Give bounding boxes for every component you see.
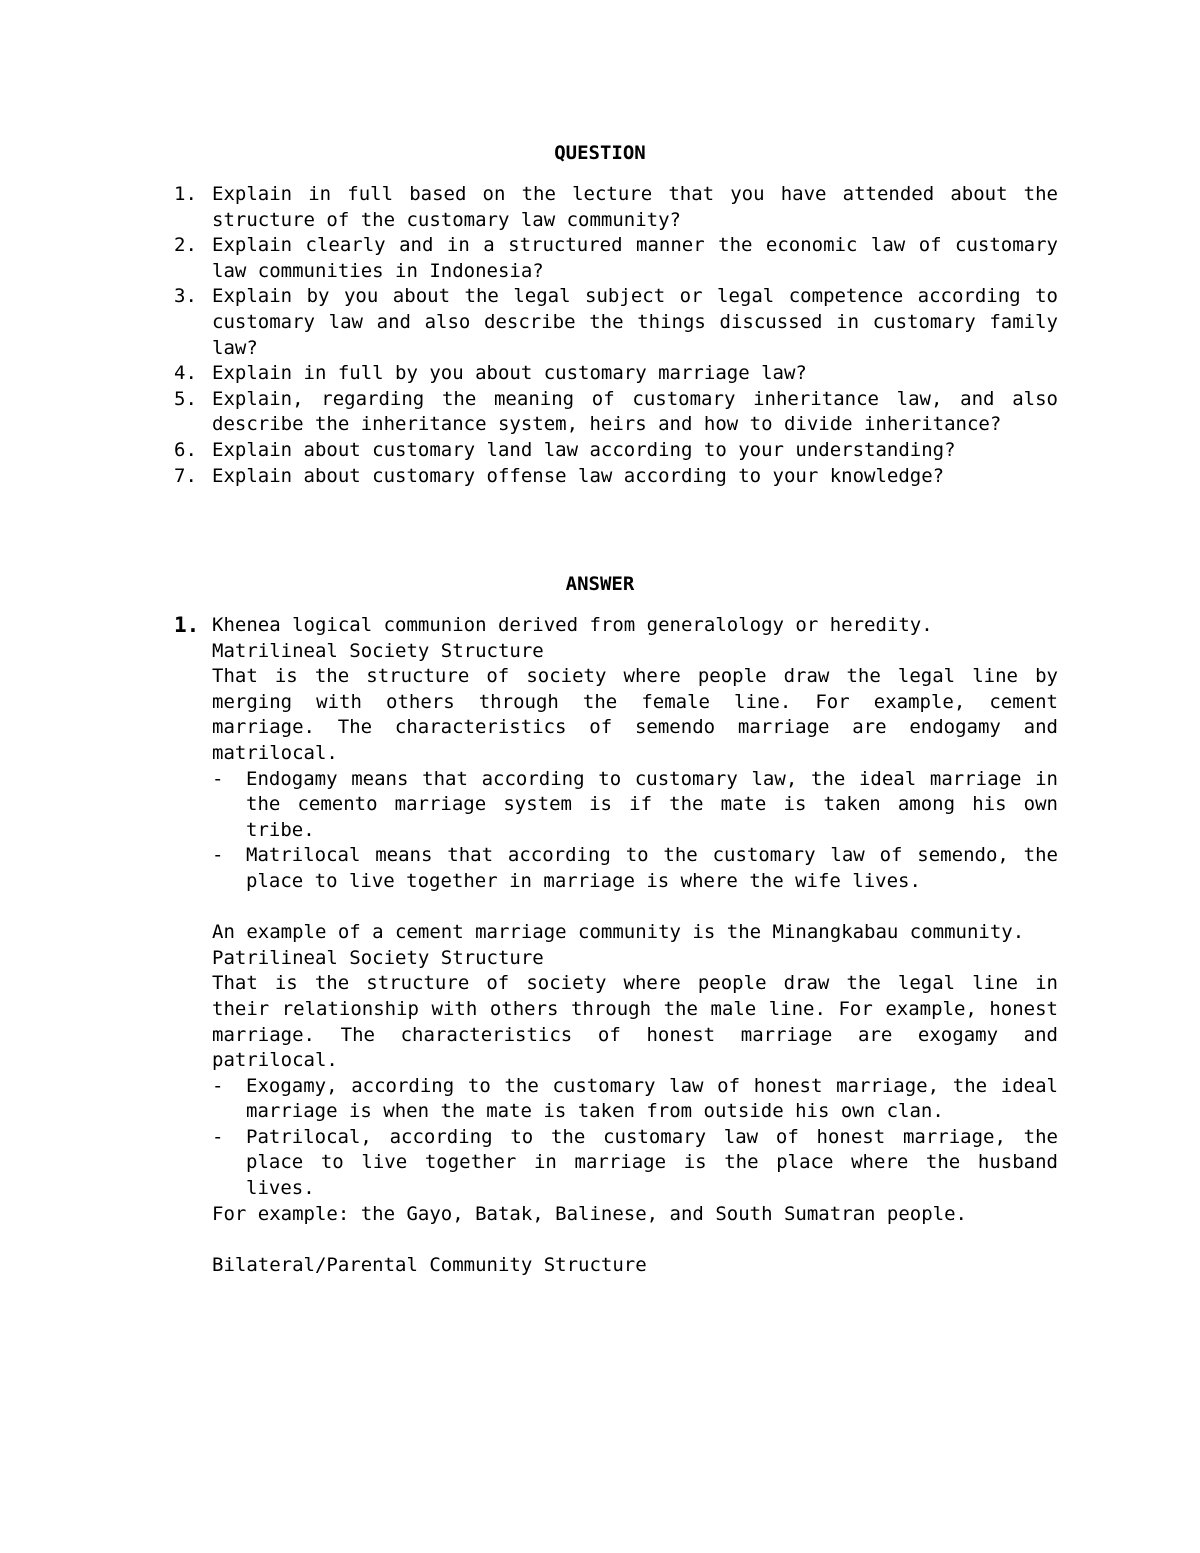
question-text: Explain by you about the legal subject or legal competence according to customary law and also describe the things discussed in customary family law? xyxy=(212,285,1058,359)
question-text: Explain in full based on the lecture that you have attended about the structure of the customary law community? xyxy=(212,183,1058,231)
bullet-dash: - xyxy=(212,844,224,867)
question-item xyxy=(174,438,1058,464)
question-number: 7. xyxy=(174,464,197,487)
bullet-text: Endogamy means that according to customary law, the ideal marriage in the cemento marriage system is if the mate is taken among his own tribe. xyxy=(246,767,1058,841)
matrilineal-title: Matrilineal Society Structure xyxy=(212,639,544,662)
question-heading: QUESTION xyxy=(554,142,646,164)
question-item xyxy=(174,464,1058,490)
answer-item xyxy=(174,613,1058,1278)
answer-body xyxy=(212,613,1058,1278)
question-number: 3. xyxy=(174,285,197,308)
question-item xyxy=(174,284,1058,361)
bullet-text: Exogamy, according to the customary law of honest marriage, the ideal marriage is when the mate is taken from outside his own clan. xyxy=(246,1074,1058,1123)
question-number: 2. xyxy=(174,234,197,257)
question-item xyxy=(174,182,1058,233)
question-number: 1. xyxy=(174,183,197,205)
answer-intro: Khenea logical communion derived from generalology or heredity. xyxy=(212,614,933,636)
bullet-dash: - xyxy=(212,1125,224,1148)
question-text: Explain, regarding the meaning of customary inheritance law, and also describe the inheritance system, heirs and how to divide inheritance? xyxy=(212,387,1058,436)
patrilineal-description: That is the structure of society where people draw the legal line in their relationship with others through the male line. For example, honest marriage. The characteristics of honest marriage are exogamy and patrilocal. xyxy=(212,972,1058,1072)
bullet-item xyxy=(212,1074,1058,1125)
question-item xyxy=(174,233,1058,284)
patrilineal-example: For example: the Gayo, Batak, Balinese, and South Sumatran people. xyxy=(212,1202,967,1225)
question-item xyxy=(174,387,1058,438)
question-text: Explain clearly and in a structured manner the economic law of customary law communities in Indonesia? xyxy=(212,234,1058,282)
matrilineal-example: An example of a cement marriage community is the Minangkabau community. xyxy=(212,921,1025,944)
answer-heading: ANSWER xyxy=(565,573,635,595)
question-number: 6. xyxy=(174,438,197,461)
question-text: Explain about customary land law according to your understanding? xyxy=(212,438,956,461)
answer-section xyxy=(174,613,1058,1278)
answer-number: 1. xyxy=(174,613,200,637)
question-text: Explain about customary offense law according to your knowledge? xyxy=(212,464,945,487)
bullet-item xyxy=(212,1125,1058,1202)
bilateral-title: Bilateral/Parental Community Structure xyxy=(212,1253,647,1276)
bullet-text: Matrilocal means that according to the customary law of semendo, the place to live together in marriage is where the wife lives. xyxy=(246,844,1058,892)
bullet-item xyxy=(212,767,1058,844)
question-number: 4. xyxy=(174,362,197,385)
bullet-text: Patrilocal, according to the customary law of honest marriage, the place to live together in marriage is the place where the husband lives. xyxy=(246,1125,1058,1200)
question-list xyxy=(174,182,1058,489)
question-number: 5. xyxy=(174,387,197,410)
bullet-dash: - xyxy=(212,1074,224,1097)
patrilineal-title: Patrilineal Society Structure xyxy=(212,946,544,969)
paragraph-gap xyxy=(212,1227,1058,1253)
bullet-item xyxy=(212,843,1058,894)
paragraph-gap xyxy=(212,895,1058,921)
question-text: Explain in full by you about customary marriage law? xyxy=(212,362,807,385)
bullet-dash: - xyxy=(212,767,224,790)
question-item xyxy=(174,361,1058,387)
matrilineal-description: That is the structure of society where people draw the legal line by merging with others through the female line. For example, cement marriage. The characteristics of semendo marriage are endogamy and matrilocal. xyxy=(212,665,1058,764)
